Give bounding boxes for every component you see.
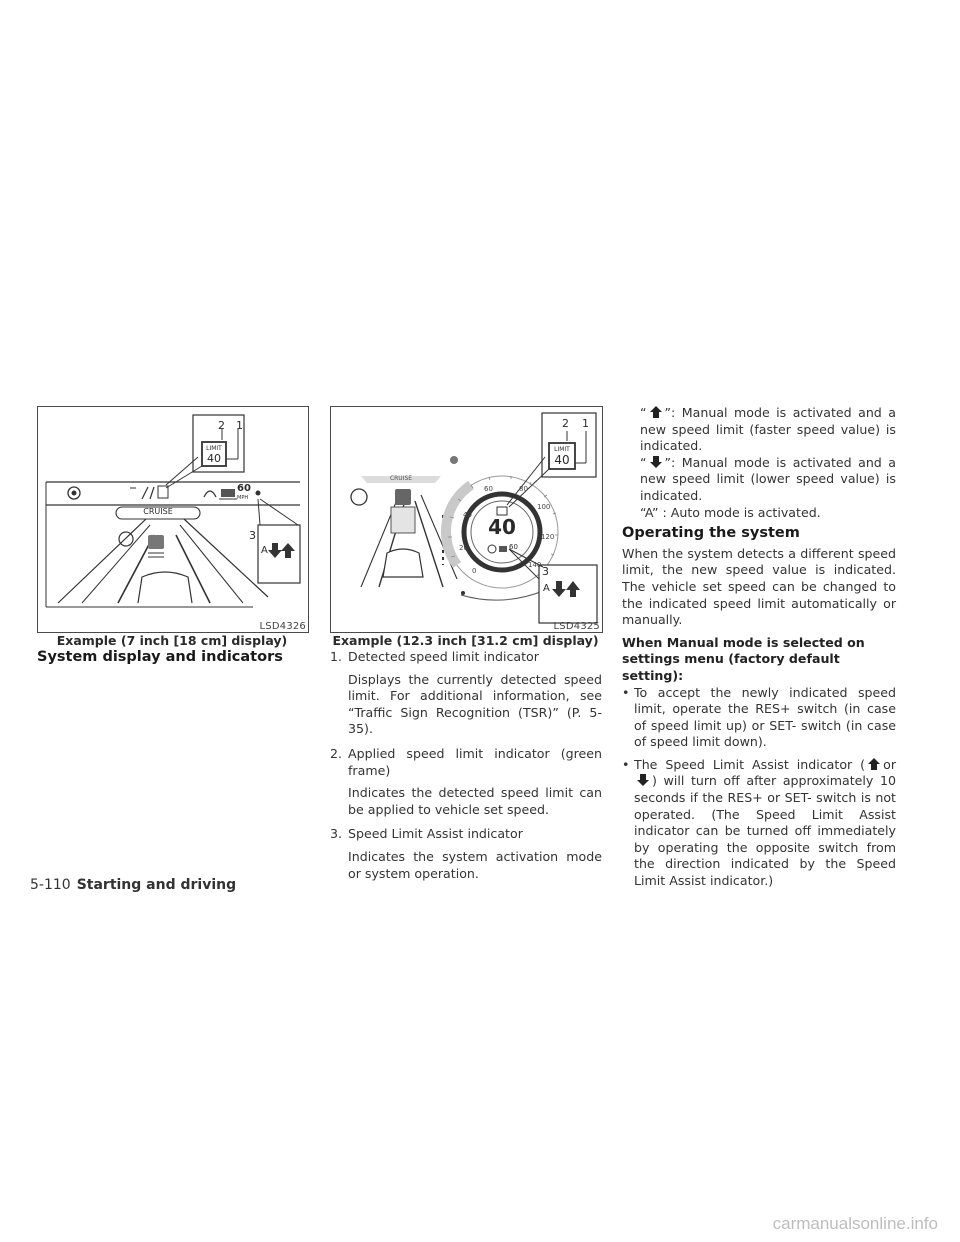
- mode-auto: “A” : Auto mode is activated.: [640, 504, 821, 520]
- item-number: 3.: [330, 826, 343, 842]
- fig2-callout-1: 1: [582, 417, 589, 430]
- item-description: Indicates the system activation mode or system operation.: [348, 848, 602, 881]
- figure-7-inch-display: [37, 406, 309, 633]
- fig2-tick-40: 40: [463, 511, 472, 519]
- figure-code: LSD4326: [259, 621, 306, 632]
- item-description: Displays the currently detected speed limit. For additional information, see “Traffic Sign Recognition (TSR)” (P. 5-35).: [348, 671, 602, 737]
- arrow-up-icon: [649, 405, 663, 419]
- fig1-callout-3: 3: [249, 529, 256, 542]
- mode-open-quote: “: [640, 405, 647, 420]
- arrow-down-icon: [636, 773, 650, 787]
- arrow-up-icon: [867, 757, 881, 771]
- steering-icon: [204, 491, 216, 497]
- page-number: 5-110: [30, 877, 71, 893]
- figure-code: LSD4325: [553, 621, 600, 632]
- fig2-limit-label: LIMIT: [554, 446, 570, 453]
- mode-manual-down: [622, 455, 896, 505]
- right-column: [622, 405, 896, 896]
- list-item: [330, 826, 602, 882]
- operating-heading: Operating the system: [622, 525, 800, 542]
- mode-text: ”: Manual mode is activated and a new speed limit (lower speed value) is indicated.: [640, 454, 896, 503]
- fig1-speed-value: 60: [237, 483, 251, 494]
- bullet-text-post: ) will turn off after approximately 10 seconds if the RES+ or SET- switch is not operated. (The Speed Limit Assist indicator can be turned off immediately by operating the opposite switch from the direction indicated by the Speed Limit Assist indicator.): [634, 773, 896, 889]
- fig1-limit-label: LIMIT: [206, 445, 222, 452]
- fig2-callout-3: 3: [542, 565, 549, 578]
- fig2-cruise-label: CRUISE: [389, 475, 413, 482]
- figure-12-inch-display: [330, 406, 603, 633]
- bullet-text-pre: The Speed Limit Assist indicator (: [634, 756, 866, 772]
- fig2-tick-60: 60: [484, 485, 493, 493]
- lane-icon: [142, 487, 154, 499]
- fig2-limit-value: 40: [554, 453, 570, 467]
- fig2-auto-label: A: [543, 583, 550, 594]
- fig1-callout-1: 1: [236, 419, 243, 432]
- list-item: [330, 746, 602, 818]
- fig2-center-speed: 40: [488, 515, 516, 539]
- fig2-callout-2: 2: [562, 417, 569, 430]
- arrow-down-icon: [649, 455, 663, 469]
- fig1-cruise-label: CRUISE: [143, 507, 173, 516]
- fig2-tick-120: 120: [541, 533, 555, 541]
- fig1-callout-2: 2: [218, 419, 225, 432]
- watermark: carmanualsonline.info: [772, 1214, 938, 1233]
- item-title: Speed Limit Assist indicator: [348, 826, 523, 842]
- figure-caption: Example (12.3 inch [31.2 cm] display): [332, 633, 599, 648]
- indicator-list: [330, 649, 602, 890]
- figure-caption: Example (7 inch [18 cm] display): [56, 633, 288, 648]
- fig1-auto-label: A: [261, 545, 268, 556]
- item-number: 1.: [330, 649, 343, 664]
- fig2-tick-100: 100: [537, 503, 551, 511]
- item-description: Indicates the detected speed limit can be applied to vehicle set speed.: [348, 785, 602, 817]
- list-item: • The Speed Limit Assist indicator ( or ) will turn off after approximately 10 seconds if the RES+ or SET- switch is not operated. (The Speed Limit Assist indicator can be turned off immediately by operating the opposite switch from the direction indicated by the Speed Limit Assist indicator.): [622, 756, 896, 889]
- mode-open-quote: “: [640, 454, 647, 470]
- fig1-speed-unit: MPH: [237, 495, 249, 501]
- fig2-tick-80: 80: [519, 485, 528, 493]
- fig2-small-speed: 60: [509, 543, 518, 551]
- mode-manual-up: [622, 405, 896, 455]
- item-title: Applied speed limit indicator (green frame): [348, 745, 602, 778]
- page-footer: [30, 877, 236, 893]
- figure-12-inch-illustration: [331, 407, 602, 632]
- item-title: Detected speed limit indicator: [348, 649, 539, 664]
- item-number: 2.: [330, 745, 343, 761]
- list-item: [330, 649, 602, 738]
- section-heading: System display and indicators: [37, 649, 283, 665]
- fig2-tick-20: 20: [459, 544, 468, 552]
- list-item: • To accept the newly indicated speed limit, operate the RES+ switch (in case of speed limit up) or SET- switch (in case of speed limit down).: [622, 684, 896, 750]
- mode-text: ”: Manual mode is activated and a new speed limit (faster speed value) is indicated.: [640, 405, 896, 454]
- operating-body: When the system detects a different speed limit, the new speed value is indicated. The vehicle set speed can be changed to the indicated speed limit automatically or manually.: [622, 545, 896, 628]
- operating-subheading: When Manual mode is selected on settings menu (factory default setting):: [622, 634, 865, 683]
- bullet-text-mid: or: [883, 756, 896, 772]
- bullet-text: To accept the newly indicated speed limit, operate the RES+ switch (in case of speed limit up) or SET- switch (in case of speed limit down).: [634, 684, 896, 750]
- car-distance-icon: [221, 489, 235, 497]
- footer-section: Starting and driving: [76, 877, 237, 893]
- fig1-limit-value: 40: [207, 452, 221, 465]
- fig2-tick-0: 0: [472, 567, 477, 575]
- fig2-tick-140: 140: [528, 561, 542, 569]
- figure-7-inch-illustration: [38, 407, 308, 632]
